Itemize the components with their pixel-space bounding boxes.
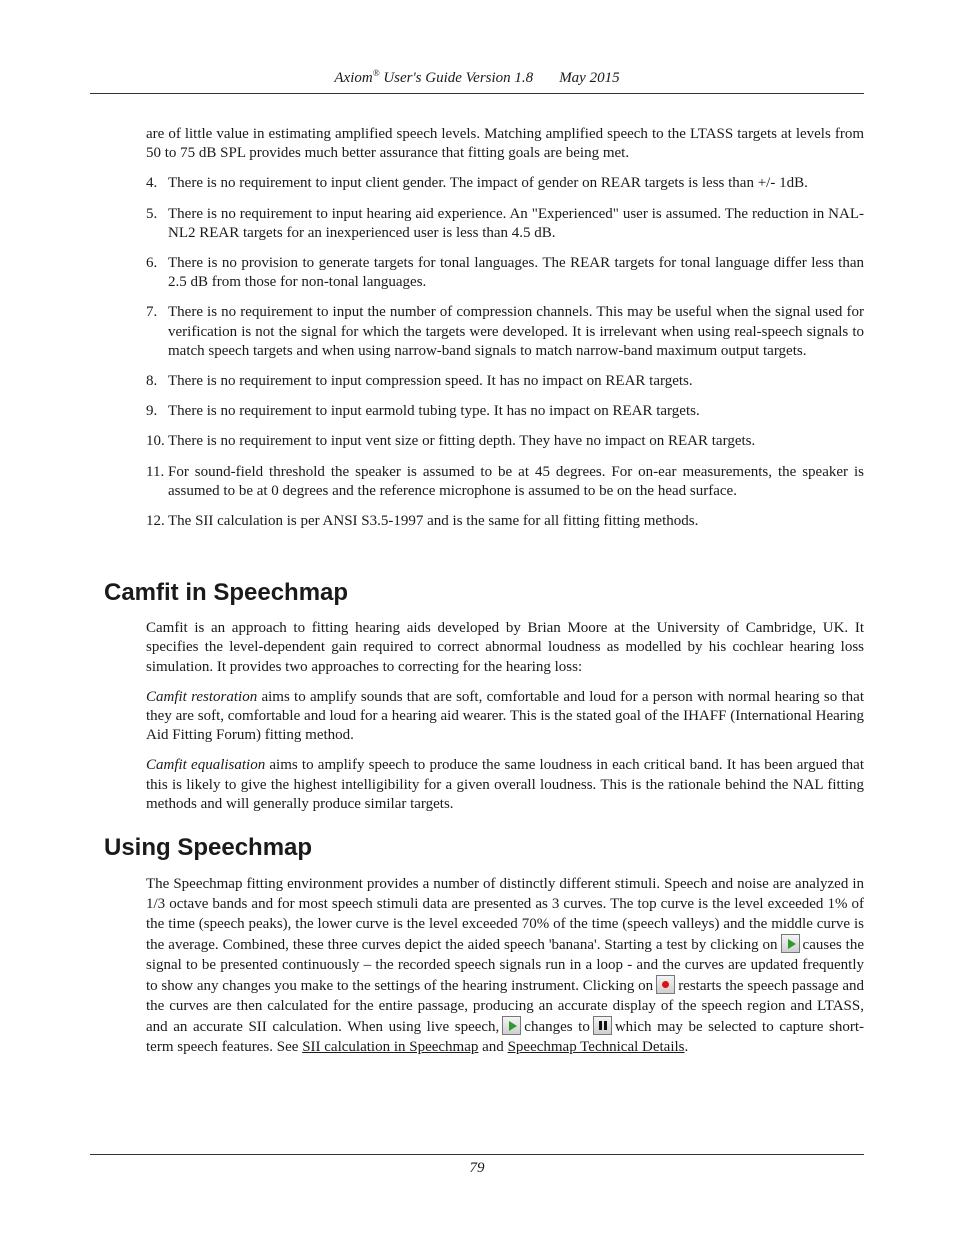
camfit-restoration-text: aims to amplify sounds that are soft, comfortable and loud for a person with normal hearing so that they are soft, comfortable and loud for a hearing aid wearer. This is the stated goal of the IHAFF (International Hearing Aid Fitting Forum) fitting method.	[146, 688, 864, 744]
camfit-equalisation-paragraph	[146, 756, 864, 814]
list-text: There is no requirement to input hearing aid experience. An "Experienced" user is assumed. The reduction in NAL-NL2 REAR targets for an inexperienced user is less than 4.5 dB.	[168, 205, 864, 241]
list-text: There is no provision to generate targets for tonal languages. The REAR targets for tonal language differ less than 2.5 dB from those for non-tonal languages.	[168, 255, 864, 291]
list-text: There is no requirement to input earmold tubing type. It has no impact on REAR targets.	[168, 403, 700, 420]
using-text-3: restarts the speech passage and the curves are then calculated for the entire passage, producing an accurate display of the speech region and LTASS, and an accurate SII calculation. When using live speech,	[146, 978, 864, 1036]
using-text-1: The Speechmap fitting environment provides a number of distinctly different stimuli. Speech and noise are analyzed in 1/3 octave bands and for most speech stimuli data are presented as 3 curves. The top curve is the level exceeded 1% of the time (speech peaks), the lower curve is the level exceeded 70% of the time (speech valleys) and the middle curve is the average. Combined, these three curves depict the aided speech 'banana'. Starting a test by clicking on	[146, 876, 864, 954]
list-text: There is no requirement to input compression speed. It has no impact on REAR targets.	[168, 373, 693, 390]
list-number: 8.	[146, 373, 158, 390]
camfit-heading: Camfit in Speechmap	[104, 579, 349, 607]
camfit-restoration-paragraph	[146, 688, 864, 746]
list-text: The SII calculation is per ANSI S3.5-1997 and is the same for all fitting fitting methods.	[168, 513, 699, 530]
list-number: 9.	[146, 403, 158, 420]
record-icon[interactable]	[656, 975, 675, 994]
play-icon[interactable]	[502, 1016, 521, 1035]
sii-calculation-link[interactable]: SII calculation in Speechmap	[302, 1039, 479, 1056]
list-text: For sound-field threshold the speaker is assumed to be at 45 degrees. For on-ear measurements, the speaker is assumed to be at 0 degrees and the reference microphone is assumed to be on the head surface.	[168, 463, 864, 499]
using-text-5: which may be selected to capture short-term speech features. See	[146, 1019, 864, 1056]
list-item	[146, 432, 864, 451]
footer-rule	[90, 1154, 864, 1155]
header-rule	[90, 93, 864, 94]
list-number: 5.	[146, 205, 158, 222]
pause-icon[interactable]	[593, 1016, 612, 1035]
list-item	[146, 402, 864, 421]
list-item	[146, 372, 864, 391]
page-number: 79	[469, 1160, 485, 1176]
limitations-list	[146, 174, 864, 531]
using-speechmap-heading: Using Speechmap	[104, 834, 313, 862]
speechmap-technical-details-link[interactable]: Speechmap Technical Details	[507, 1039, 685, 1056]
play-icon[interactable]	[781, 934, 800, 953]
list-item	[146, 303, 864, 361]
list-text: There is no requirement to input client gender. The impact of gender on REAR targets is less than +/- 1dB.	[168, 175, 808, 192]
list-item	[146, 174, 864, 193]
list-number: 7.	[146, 304, 158, 321]
header-title: Axiom	[334, 70, 373, 86]
intro-continuation: are of little value in estimating amplified speech levels. Matching amplified speech to the LTASS targets at levels from 50 to 75 dB SPL provides much better assurance that fitting goals are being met.	[146, 126, 864, 162]
using-speechmap-paragraph	[146, 874, 864, 1057]
list-item	[146, 463, 864, 501]
camfit-paragraph: Camfit is an approach to fitting hearing aids developed by Brian Moore at the University of Cambridge, UK. It specifies the level-dependent gain required to correct abnormal loudness as modelled by his cochlear hearing loss simulation. It provides two approaches to correcting for the hearing loss:	[146, 620, 864, 675]
using-text-and: and	[482, 1039, 504, 1056]
list-number: 11.	[146, 463, 165, 480]
list-number: 12.	[146, 513, 165, 530]
camfit-equalisation-text: aims to amplify speech to produce the same loudness in each critical band. It has been argued that this is likely to give the highest intelligibility for a given overall loudness. This is the rationale behind the NAL fitting methods and will generally produce similar targets.	[146, 757, 864, 812]
using-text-end: .	[684, 1039, 689, 1056]
header-date: May 2015	[559, 70, 620, 86]
page-content	[104, 125, 864, 1057]
list-item	[146, 254, 864, 292]
registered-mark: ®	[372, 68, 380, 78]
list-number: 4.	[146, 175, 158, 192]
using-text-4: changes to	[524, 1019, 590, 1036]
page-header	[90, 68, 864, 87]
camfit-equalisation-term: Camfit equalisation	[146, 757, 266, 774]
list-item	[146, 512, 864, 531]
header-subtitle: User's Guide Version 1.8	[383, 70, 534, 86]
list-number: 10.	[146, 433, 165, 450]
list-number: 6.	[146, 255, 158, 272]
list-item	[146, 205, 864, 243]
list-text: There is no requirement to input vent size or fitting depth. They have no impact on REAR targets.	[168, 433, 756, 450]
camfit-restoration-term: Camfit restoration	[146, 688, 258, 705]
using-text-2: causes the signal to be presented continuously – the recorded speech signals run in a loop - and the curves are updated frequently to show any changes you make to the settings of the hearing instrument. Clicking on	[146, 937, 864, 995]
list-text: There is no requirement to input the number of compression channels. This may be useful when the signal used for verification is not the signal for which the targets were developed. It is irrelevant when using real-speech signals to match speech targets and when using narrow-band signals to match narrow-band maximum output targets.	[168, 304, 864, 359]
